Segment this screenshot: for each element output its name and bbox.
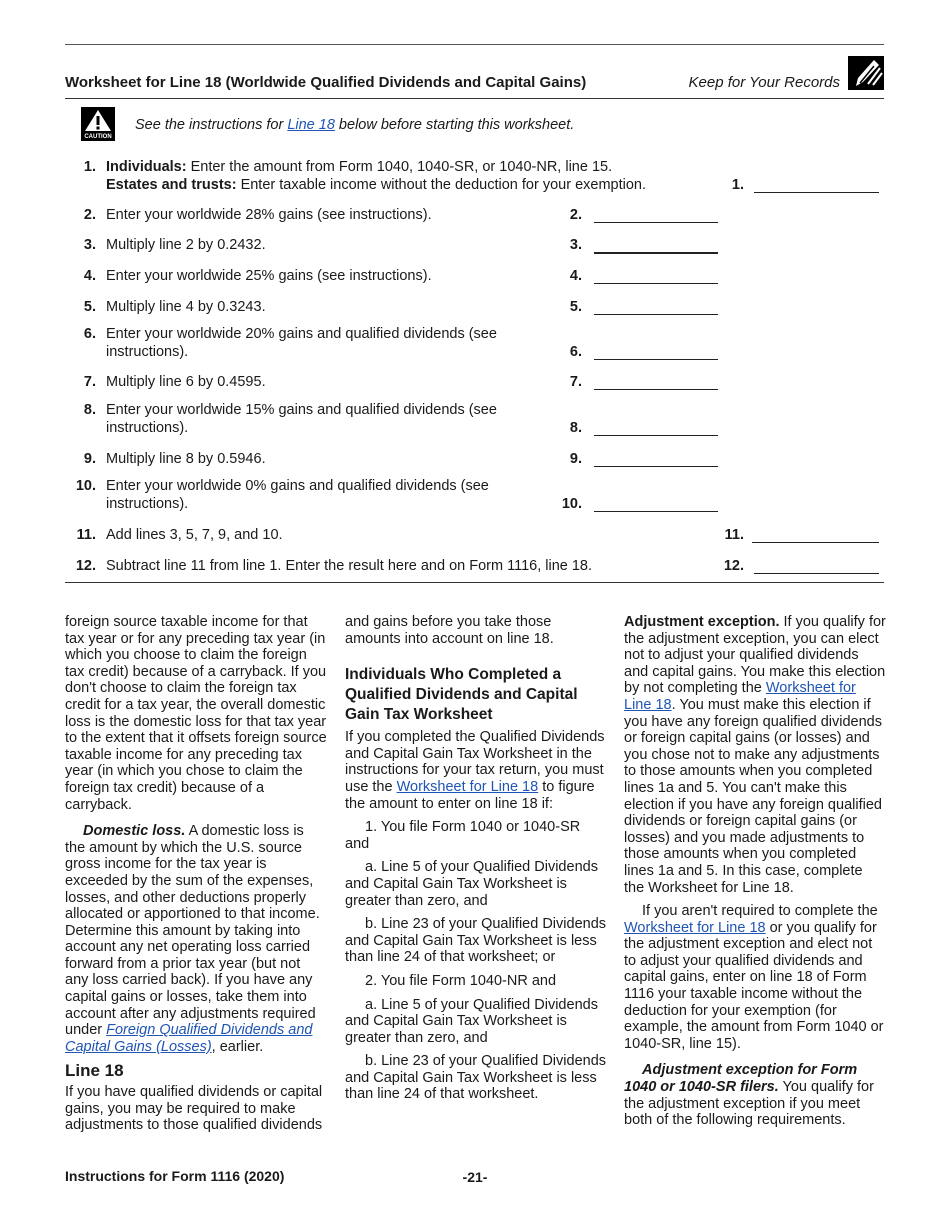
list-item-1b: b. Line 23 of your Qualified Dividends and Capital Gain Tax Worksheet is less than line 24 of that worksheet; or xyxy=(345,916,607,966)
line-18-heading: Line 18 xyxy=(65,1061,124,1081)
caution-label: CAUTION xyxy=(84,134,112,140)
worksheet-line-6: 6. Enter your worldwide 20% gains and qualified dividends (see instructions). xyxy=(83,326,497,360)
line-9-entry[interactable]: 9. xyxy=(560,450,718,468)
line-5-entry[interactable]: 5. xyxy=(560,298,718,316)
line-2-entry[interactable]: 2. xyxy=(560,206,718,224)
list-item-2a: a. Line 5 of your Qualified Dividends and Capital Gain Tax Worksheet is greater than zero, and xyxy=(345,996,598,1046)
worksheet-line-10: 10. Enter your worldwide 0% gains and qualified dividends (see instructions). xyxy=(75,478,489,512)
line-6-entry[interactable]: 6. xyxy=(560,343,718,361)
column-3 xyxy=(624,614,886,1136)
domestic-loss-paragraph: Domestic loss. A domestic loss is the amount by which the U.S. source gross income for the tax year is exceeded by the sum of the expenses, losses, and other deductions properly allocated or apportioned to that income. Determine this amount by taking into account any net operating loss carried forward from a prior tax year (but not any loss carried back). If you have any capital gains or losses, take them into account after any adjustments required under Foreign Qualified Dividends and Capital Gains (Losses), earlier. xyxy=(65,823,320,1055)
footer-form-title: Instructions for Form 1116 (2020) xyxy=(65,1168,285,1184)
line-4-entry[interactable]: 4. xyxy=(560,267,718,285)
line-10-entry[interactable]: 10. xyxy=(540,495,718,513)
keep-for-records: Keep for Your Records xyxy=(688,74,840,91)
line-1-entry[interactable]: 1. xyxy=(744,176,879,194)
foreign-qualified-dividends-link[interactable]: Foreign Qualified Dividends and Capital Gains (Losses) xyxy=(65,1022,313,1055)
pencil-records-icon xyxy=(848,56,884,90)
worksheet-title: Worksheet for Line 18 (Worldwide Qualified Dividends and Capital Gains) xyxy=(65,74,587,91)
caution-warning-icon xyxy=(81,107,115,141)
worksheet-bottom-rule xyxy=(65,582,884,583)
worksheet-link-col3a[interactable]: Worksheet for Line 18 xyxy=(624,680,856,713)
line-18-paragraph: If you have qualified dividends or capital gains, you may be required to make adjustments to those qualified dividends xyxy=(65,1084,323,1134)
line-3-entry[interactable]: 3. xyxy=(560,236,718,254)
col2-paragraph-2: If you completed the Qualified Dividends and Capital Gain Tax Worksheet in the instructions for your tax return, you must use the Worksheet for Line 18 to figure the amount to enter on line 18 if: xyxy=(345,729,605,812)
list-item-1: 1. You file Form 1040 or 1040-SR and xyxy=(345,819,581,852)
worksheet-link-col2[interactable]: Worksheet for Line 18 xyxy=(396,778,539,795)
worksheet-header xyxy=(65,56,884,99)
page-number: -21- xyxy=(462,1169,488,1185)
worksheet-link-col3b[interactable]: Worksheet for Line 18 xyxy=(624,919,766,936)
col2-paragraph-1: and gains before you take those amounts into account on line 18. xyxy=(345,614,554,647)
col1-paragraph-1: foreign source taxable income for that tax year or for any preceding tax year (in which you choose to claim the foreign tax credit) because of a carryback. If you don't choose to claim the foreign tax credit for a tax year, the overall domestic loss is the domestic loss for that tax year to the extent that it offsets foreign source taxable income for any preceding tax year (in which you chose to claim the foreign tax credit) because of a carryback. xyxy=(65,614,327,813)
column-2 xyxy=(345,614,607,1110)
list-item-1a: a. Line 5 of your Qualified Dividends and Capital Gain Tax Worksheet is greater than zero, and xyxy=(345,859,598,909)
adjustment-exception-1040-paragraph: Adjustment exception for Form 1040 or 1040-SR filers. You qualify for the adjustment exception if you meet both of the following requirements. xyxy=(624,1062,874,1129)
col3-paragraph-2: If you aren't required to complete the Worksheet for Line 18 or you qualify for the adjustment exception and elect not to adjust your qualified dividends and capital gains, enter on line 18 of Form 1116 your taxable income without the deduction for your exemption (for example, the amount from Form 1040 or 1040-SR, line 15). xyxy=(624,903,884,1052)
line-12-entry[interactable]: 12. xyxy=(700,557,879,575)
worksheet-line-1: 1. Individuals: Enter the amount from Form 1040, 1040-SR, or 1040-NR, line 15. Estates and trusts: Enter taxable income without the deduction for your exemption. xyxy=(83,159,647,193)
line-8-entry[interactable]: 8. xyxy=(560,419,718,437)
adjustment-exception-paragraph: Adjustment exception. If you qualify for the adjustment exception, you can elect not to adjust your qualified dividends and capital gains. You make this election by not completing the Worksheet for Line 18. You must make this election if you have any foreign qualified dividends or foreign capital gains (or losses) and you chose not to make any adjustments to those amounts when you completed lines 1a and 5. You can't make this election if you have any foreign qualified dividends or foreign capital gains (or losses) and you made adjustments to those amounts when you completed lines 1a and 5. In this case, complete the Worksheet for Line 18. xyxy=(624,614,886,896)
line-7-entry[interactable]: 7. xyxy=(560,373,718,391)
column-1 xyxy=(65,614,327,1141)
caution-note: See the instructions for Line 18 below before starting this worksheet. xyxy=(135,117,575,133)
line-18-link[interactable]: Line 18 xyxy=(287,117,335,133)
worksheet-line-8: 8. Enter your worldwide 15% gains and qualified dividends (see instructions). xyxy=(83,402,497,436)
line-11-entry[interactable]: 11. xyxy=(700,526,879,544)
top-rule xyxy=(65,44,884,45)
list-item-2b: b. Line 23 of your Qualified Dividends and Capital Gain Tax Worksheet is less than line 24 of that worksheet. xyxy=(345,1053,607,1103)
list-item-2: 2. You file Form 1040-NR and xyxy=(365,972,557,989)
individuals-heading: Individuals Who Completed a Qualified Dividends and Capital Gain Tax Worksheet xyxy=(345,666,578,724)
